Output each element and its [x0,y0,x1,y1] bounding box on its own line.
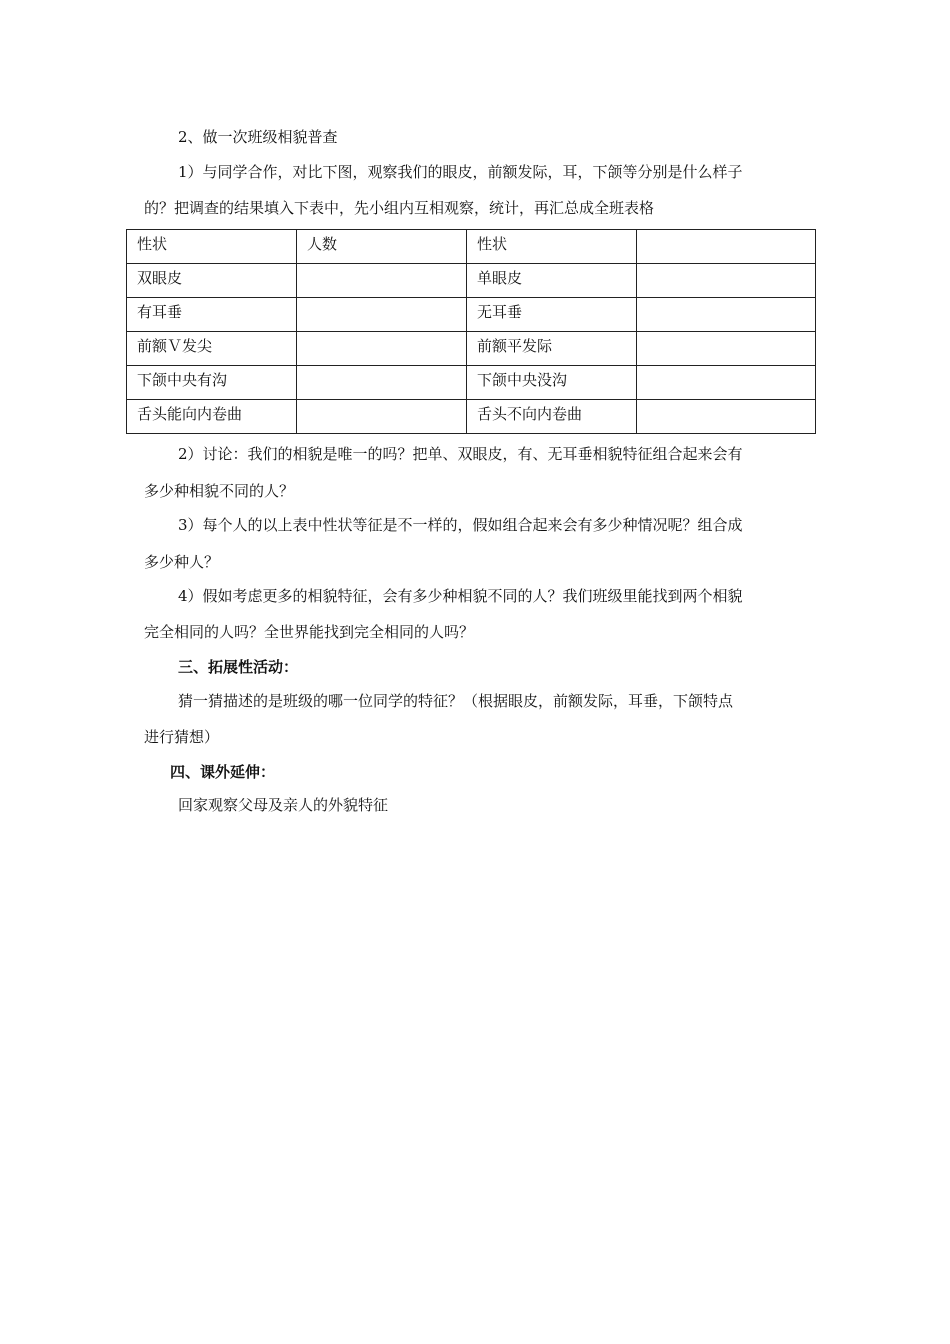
table-row [127,298,816,332]
table-cell [637,366,816,400]
table-cell: 有耳垂 [127,298,297,332]
item-3-line-2: 多少种人？ [144,553,220,571]
section-3-heading: 三、拓展性活动： [178,658,299,676]
section-4-line-1: 回家观察父母及亲人的外貌特征 [178,796,389,814]
item-1-line-2: 的？把调查的结果填入下表中，先小组内互相观察，统计，再汇总成全班表格 [144,199,655,217]
table-cell [637,298,816,332]
table-cell: 舌头能向内卷曲 [127,400,297,434]
survey-table [126,229,816,434]
table-cell: 前额Ｖ发尖 [127,332,297,366]
table-cell: 下颌中央有沟 [127,366,297,400]
table-row [127,332,816,366]
section-2-heading: 2、做一次班级相貌普查 [178,128,338,146]
table-cell: 舌头不向内卷曲 [467,400,637,434]
table-header-cell: 人数 [297,230,467,264]
table-header-row [127,230,816,264]
section-3-line-1: 猜一猜描述的是班级的哪一位同学的特征？（根据眼皮，前额发际，耳垂，下颌特点 [178,692,734,710]
item-3-line-1: 3）每个人的以上表中性状等征是不一样的，假如组合起来会有多少种情况呢？组合成 [178,516,743,534]
table-cell [297,332,467,366]
table-cell [297,400,467,434]
table-cell: 无耳垂 [467,298,637,332]
table-cell: 前额平发际 [467,332,637,366]
table-cell [297,264,467,298]
item-1-line-1: 1）与同学合作，对比下图，观察我们的眼皮，前额发际，耳，下颌等分别是什么样子 [178,163,743,181]
table-header-cell [637,230,816,264]
table-cell [637,332,816,366]
table-row [127,264,816,298]
table-cell [297,298,467,332]
section-3-line-2: 进行猜想） [144,728,220,746]
item-2-line-2: 多少种相貌不同的人？ [144,482,295,500]
table-cell: 单眼皮 [467,264,637,298]
table-cell [637,400,816,434]
item-4-line-2: 完全相同的人吗？全世界能找到完全相同的人吗？ [144,623,475,641]
section-4-heading: 四、课外延伸： [170,763,276,781]
table-cell [637,264,816,298]
table-header-cell: 性状 [127,230,297,264]
table-cell: 双眼皮 [127,264,297,298]
item-2-line-1: 2）讨论：我们的相貌是唯一的吗？把单、双眼皮，有、无耳垂相貌特征组合起来会有 [178,445,743,463]
table-row [127,400,816,434]
table-cell [297,366,467,400]
table-header-cell: 性状 [467,230,637,264]
item-4-line-1: 4）假如考虑更多的相貌特征，会有多少种相貌不同的人？我们班级里能找到两个相貌 [178,587,743,605]
table-cell: 下颌中央没沟 [467,366,637,400]
table-row [127,366,816,400]
